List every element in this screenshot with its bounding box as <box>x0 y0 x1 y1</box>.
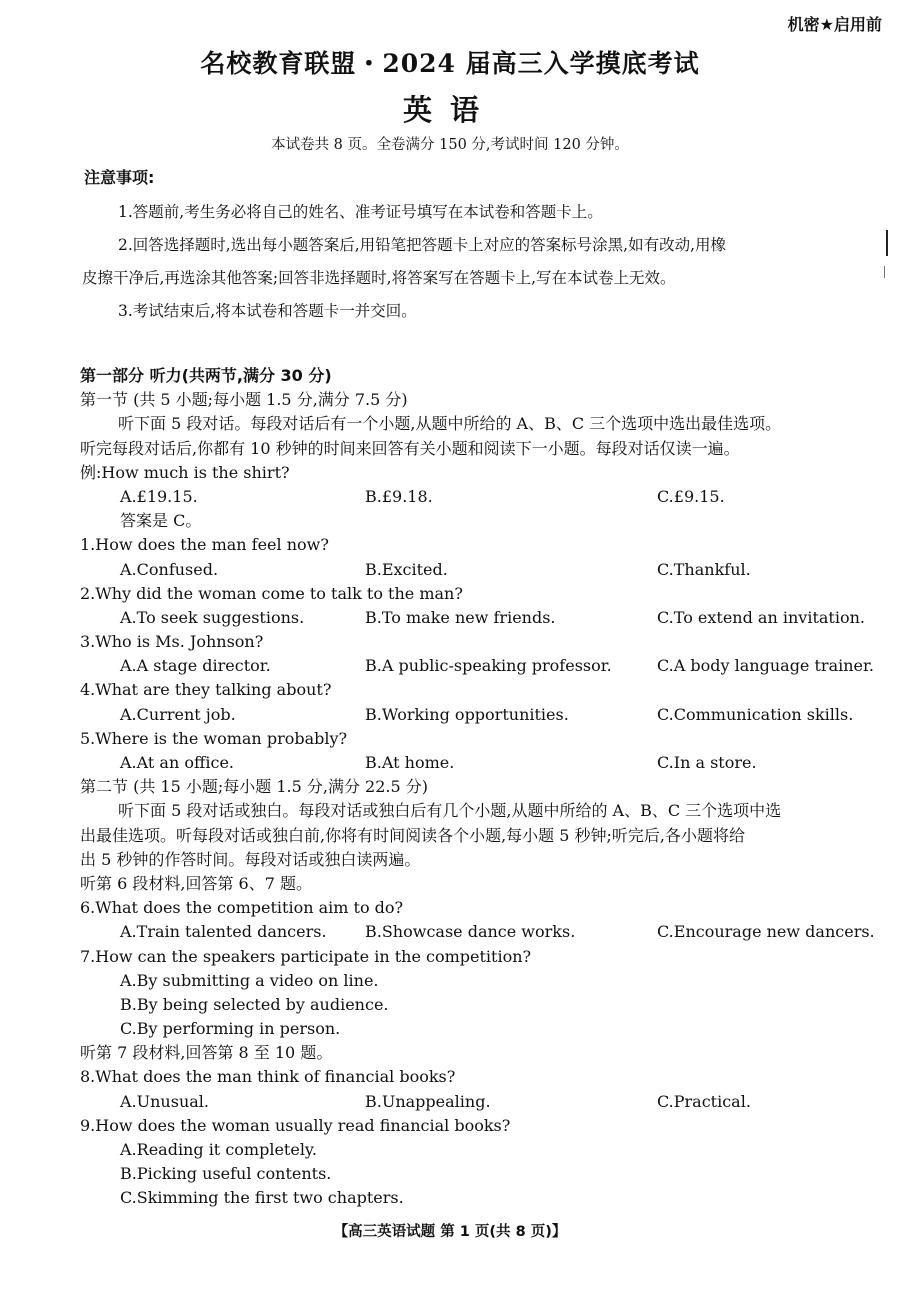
question-4-options <box>80 703 890 727</box>
q3-option-a: A.A stage director. <box>120 656 271 676</box>
question-1-options <box>80 558 890 582</box>
example-options <box>80 485 890 509</box>
question-2: 2.Why did the woman come to talk to the man? <box>80 583 463 603</box>
notice-item-2-line-2: 皮擦干净后,再选涂其他答案;回答非选择题时,将答案写在答题卡上,写在本试卷上无效。 <box>82 269 676 287</box>
question-4: 4.What are they talking about? <box>80 680 332 700</box>
question-8: 8.What does the man think of financial books? <box>80 1067 456 1087</box>
q4-option-b: B.Working opportunities. <box>365 704 569 724</box>
example-answer: 答案是 C。 <box>120 511 202 531</box>
notice-item-1: 1.答题前,考生务必将自己的姓名、准考证号填写在本试卷和答题卡上。 <box>118 203 603 221</box>
question-2-options <box>80 606 890 630</box>
margin-mark-small <box>884 266 885 278</box>
section2-instruction-3: 出 5 秒钟的作答时间。每段对话或独白读两遍。 <box>80 849 421 869</box>
q7-option-c: C.By performing in person. <box>120 1019 341 1039</box>
question-5: 5.Where is the woman probably? <box>80 728 348 748</box>
q6-option-a: A.Train talented dancers. <box>120 922 327 942</box>
q9-option-c: C.Skimming the first two chapters. <box>120 1188 404 1208</box>
notice-item-3: 3.考试结束后,将本试卷和答题卡一并交回。 <box>118 302 417 320</box>
question-5-options <box>80 751 890 775</box>
example-question: 例:How much is the shirt? <box>80 462 290 482</box>
question-7: 7.How can the speakers participate in the competition? <box>80 946 532 966</box>
q4-option-c: C.Communication skills. <box>657 704 854 724</box>
page-footer: 【高三英语试题 第 1 页(共 8 页)】 <box>333 1224 567 1240</box>
q8-option-a: A.Unusual. <box>120 1091 209 1111</box>
question-3-options <box>80 654 890 678</box>
question-9: 9.How does the woman usually read financial books? <box>80 1115 511 1135</box>
section2-heading: 第二节 (共 15 小题;每小题 1.5 分,满分 22.5 分) <box>80 777 428 797</box>
q1-option-a: A.Confused. <box>120 559 219 579</box>
q6-option-c: C.Encourage new dancers. <box>657 922 875 942</box>
section1-instruction-2: 听完每段对话后,你都有 10 秒钟的时间来回答有关小题和阅读下一小题。每段对话仅读一遍。 <box>80 438 740 458</box>
q1-option-b: B.Excited. <box>365 559 448 579</box>
q9-option-b: B.Picking useful contents. <box>120 1164 332 1184</box>
section1-heading: 第一节 (共 5 小题;每小题 1.5 分,满分 7.5 分) <box>80 390 408 410</box>
q2-option-b: B.To make new friends. <box>365 607 556 627</box>
q4-option-a: A.Current job. <box>120 704 236 724</box>
q6-option-b: B.Showcase dance works. <box>365 922 576 942</box>
question-6-options <box>80 920 890 944</box>
notice-heading: 注意事项: <box>84 168 155 187</box>
exam-info: 本试卷共 8 页。全卷满分 150 分,考试时间 120 分钟。 <box>271 137 629 153</box>
q3-option-c: C.A body language trainer. <box>657 656 874 676</box>
q8-option-c: C.Practical. <box>657 1091 751 1111</box>
q5-option-a: A.At an office. <box>120 753 234 772</box>
section1-instruction-1: 听下面 5 段对话。每段对话后有一个小题,从题中所给的 A、B、C 三个选项中选出最佳选项。 <box>118 414 782 434</box>
q3-option-b: B.A public-speaking professor. <box>365 656 612 676</box>
q7-option-b: B.By being selected by audience. <box>120 994 389 1014</box>
material-6-heading: 听第 6 段材料,回答第 6、7 题。 <box>80 873 312 893</box>
section2-instruction-2: 出最佳选项。听每段对话或独白前,你将有时间阅读各个小题,每小题 5 秒钟;听完后,各小题将给 <box>80 825 746 845</box>
q1-option-c: C.Thankful. <box>657 559 751 579</box>
example-option-a: A.£19.15. <box>120 486 198 506</box>
margin-mark <box>886 230 888 256</box>
material-7-heading: 听第 7 段材料,回答第 8 至 10 题。 <box>80 1043 333 1063</box>
part1-heading: 第一部分 听力(共两节,满分 30 分) <box>80 366 332 385</box>
confidential-mark: 机密★启用前 <box>787 15 882 34</box>
q7-option-a: A.By submitting a video on line. <box>120 970 379 990</box>
question-3: 3.Who is Ms. Johnson? <box>80 632 264 652</box>
q2-option-a: A.To seek suggestions. <box>120 607 305 627</box>
question-6: 6.What does the competition aim to do? <box>80 898 404 918</box>
q2-option-c: C.To extend an invitation. <box>657 607 865 627</box>
q5-option-b: B.At home. <box>365 753 455 772</box>
q9-option-a: A.Reading it completely. <box>120 1140 317 1159</box>
notice-item-2-line-1: 2.回答选择题时,选出每小题答案后,用铅笔把答题卡上对应的答案标号涂黑,如有改动,用橡 <box>118 236 726 254</box>
exam-title: 名校教育联盟・2024 届高三入学摸底考试 <box>200 49 700 78</box>
exam-subject: 英语 <box>402 93 497 127</box>
q8-option-b: B.Unappealing. <box>365 1091 491 1111</box>
section2-instruction-1: 听下面 5 段对话或独白。每段对话或独白后有几个小题,从题中所给的 A、B、C 三个选项中选 <box>118 801 782 821</box>
example-option-c: C.£9.15. <box>657 486 725 506</box>
example-option-b: B.£9.18. <box>365 486 433 506</box>
question-8-options <box>80 1090 890 1114</box>
exam-body <box>80 364 890 1211</box>
q5-option-c: C.In a store. <box>657 753 757 772</box>
question-1: 1.How does the man feel now? <box>80 535 329 555</box>
